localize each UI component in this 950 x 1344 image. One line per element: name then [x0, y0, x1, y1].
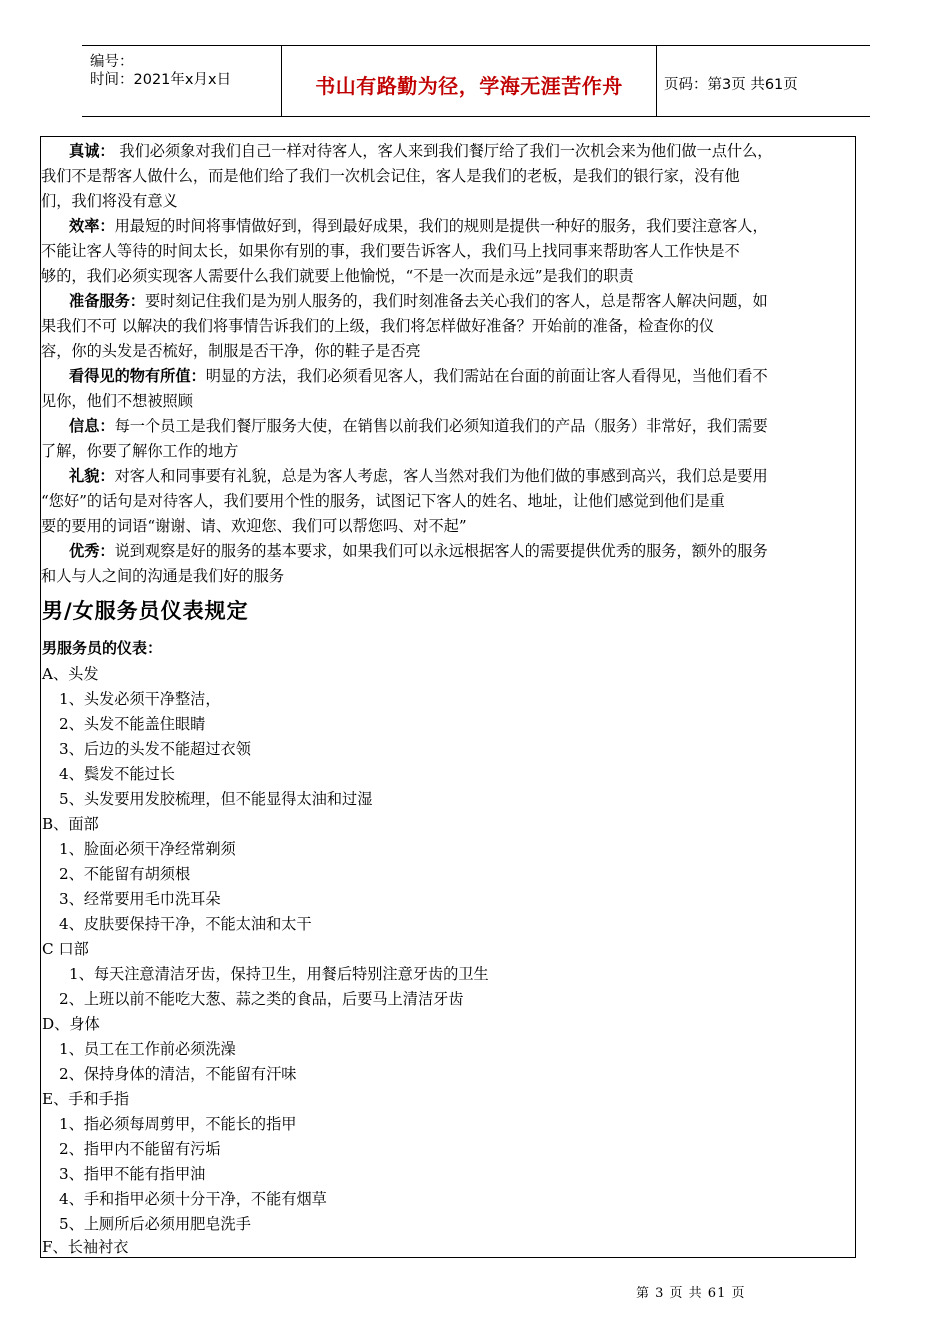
header-info-cell	[82, 46, 281, 116]
group-heading: A、头发	[42, 665, 99, 683]
list-item: 2、保持身体的清洁，不能留有汗味	[59, 1065, 297, 1083]
paragraph-line: 够的，我们必须实现客人需要什么我们就要上他愉悦，“不是一次而是永远”是我们的职责	[41, 267, 634, 285]
paragraph-title: 礼貌：	[69, 467, 115, 485]
paragraph-line: 说到观察是好的服务的基本要求，如果我们可以永远根据客人的需要提供优秀的服务，额外的服务	[114, 542, 768, 560]
list-item: 1、指必须每周剪甲，不能长的指甲	[59, 1115, 297, 1133]
document-header	[82, 45, 870, 117]
list-item: 1、员工在工作前必须洗澡	[59, 1040, 236, 1058]
paragraph-title: 看得见的物有所值：	[69, 367, 206, 385]
content-box	[40, 136, 856, 1258]
header-motto-cell	[281, 46, 657, 116]
paragraph-line: 要时刻记住我们是为别人服务的，我们时刻准备去关心我们的客人，总是帮客人解决问题，如	[144, 292, 768, 310]
paragraph-line: 我们必须象对我们自己一样对待客人，客人来到我们餐厅给了我们一次机会来为他们做一点什么，	[114, 142, 773, 160]
paragraph-line: 了解，你要了解你工作的地方	[41, 442, 239, 460]
group-heading: E、手和手指	[42, 1090, 130, 1108]
paragraph-title: 真诚：	[69, 142, 115, 160]
list-item: 3、指甲不能有指甲油	[59, 1165, 206, 1183]
document-date-label: 时间：2021年x月x日	[90, 72, 232, 88]
paragraph-line: 和人与人之间的沟通是我们好的服务	[41, 567, 284, 585]
paragraph-line: 见你，他们不想被照顾	[41, 392, 193, 410]
list-item: 2、头发不能盖住眼睛	[59, 715, 206, 733]
paragraph-title: 准备服务：	[69, 292, 145, 310]
paragraph-line: 用最短的时间将事情做好到，得到最好成果，我们的规则是提供一种好的服务，我们要注意客人，	[114, 217, 768, 235]
list-item: 1、每天注意清洁牙齿，保持卫生，用餐后特别注意牙齿的卫生	[69, 965, 489, 983]
paragraph-line: 容，你的头发是否梳好，制服是否干净，你的鞋子是否亮	[41, 342, 421, 360]
section-title: 男/女服务员仪表规定	[42, 599, 249, 623]
paragraph-line: 每一个员工是我们餐厅服务大使，在销售以前我们必须知道我们的产品（服务）非常好，我们需要	[114, 417, 768, 435]
list-item: 2、不能留有胡须根	[59, 865, 191, 883]
list-item: 3、经常要用毛巾洗耳朵	[59, 890, 221, 908]
subsection-title: 男服务员的仪表：	[42, 639, 163, 657]
group-heading: F、长袖衬衣	[42, 1238, 129, 1256]
paragraph-line: “您好”的话句是对待客人，我们要用个性的服务，试图记下客人的姓名、地址，让他们感觉到他们是重	[41, 492, 725, 510]
header-page-cell	[656, 46, 870, 116]
paragraph-title: 信息：	[69, 417, 115, 435]
list-item: 4、鬓发不能过长	[59, 765, 175, 783]
paragraph-line: 们，我们将没有意义	[41, 192, 178, 210]
list-item: 1、头发必须干净整洁，	[59, 690, 221, 708]
list-item: 5、头发要用发胶梳理，但不能显得太油和过湿	[59, 790, 373, 808]
header-page-label: 页码：第3页 共61页	[664, 77, 798, 93]
paragraph-line: 对客人和同事要有礼貌，总是为客人考虑，客人当然对我们为他们做的事感到高兴，我们总是要用	[114, 467, 768, 485]
paragraph-line: 要的要用的词语“谢谢、请、欢迎您、我们可以帮您吗、对不起”	[41, 517, 467, 535]
paragraph-title: 效率：	[69, 217, 115, 235]
paragraph-title: 优秀：	[69, 542, 115, 560]
list-item: 1、脸面必须干净经常剃须	[59, 840, 236, 858]
group-heading: C 口部	[42, 940, 89, 958]
group-heading: D、身体	[42, 1015, 100, 1033]
header-motto: 书山有路勤为径，学海无涯苦作舟	[315, 74, 623, 98]
list-item: 3、后边的头发不能超过衣领	[59, 740, 251, 758]
group-heading: B、面部	[42, 815, 99, 833]
page-footer: 第 3 页 共 61 页	[636, 1286, 746, 1301]
paragraph-line: 不能让客人等待的时间太长，如果你有别的事，我们要告诉客人，我们马上找同事来帮助客人工作快是不	[41, 242, 740, 260]
list-item: 2、上班以前不能吃大葱、蒜之类的食品，后要马上清洁牙齿	[59, 990, 464, 1008]
document-number-label: 编号：	[90, 54, 134, 70]
paragraph-line: 我们不是帮客人做什么，而是他们给了我们一次机会记住，客人是我们的老板，是我们的银行家，没有他	[41, 167, 740, 185]
list-item: 2、指甲内不能留有污垢	[59, 1140, 221, 1158]
list-item: 5、上厕所后必须用肥皂洗手	[59, 1215, 251, 1233]
paragraph-line: 明显的方法，我们必须看见客人，我们需站在台面的前面让客人看得见，当他们看不	[205, 367, 768, 385]
list-item: 4、皮肤要保持干净，不能太油和太干	[59, 915, 312, 933]
list-item: 4、手和指甲必须十分干净，不能有烟草	[59, 1190, 327, 1208]
paragraph-line: 果我们不可 以解决的我们将事情告诉我们的上级，我们将怎样做好准备？开始前的准备，检查你的仪	[41, 317, 715, 335]
